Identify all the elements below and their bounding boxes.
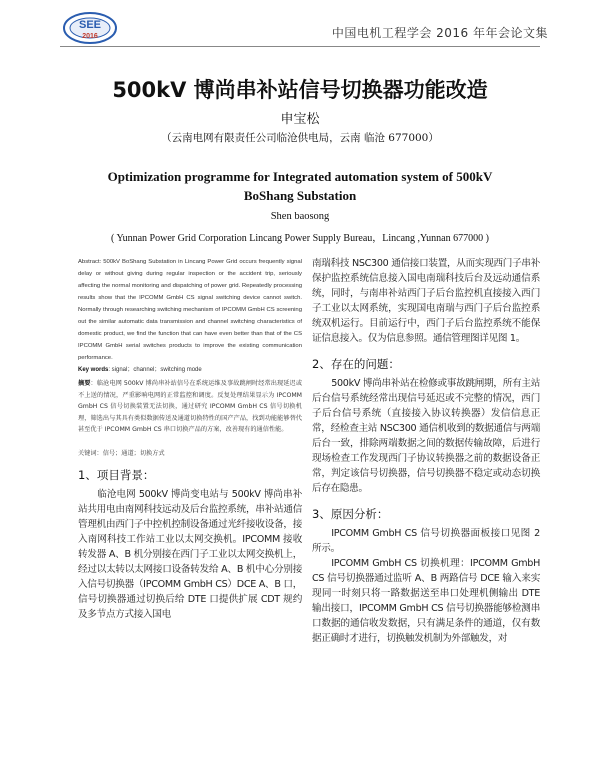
- section-1-text: 临沧电网 500kV 博尚变电站与 500kV 博尚串补站共用电由南网科技远动及后台监控系统，串补站通信管理机由西门子中控机控制设备通过光纤接收设备，接入南网科技工作站工业以太网交换机。IPCOMM 接收转发器 A、B 机分别接在西门子工业以太网交换机上，经过以太转以太网接口设备转发给 A、B 机中心分别接入信号切换器（IPCOMM GmbH CS）DCE A、B 口，信号切换器通过切换后给 DTE 口提供扩展 CDT 规约及多节点方式接入国电: [78, 488, 302, 620]
- section-1-heading: 1、项目背景：: [78, 467, 155, 482]
- abstract-cn-label: 摘要: [78, 380, 91, 387]
- keywords-cn: 关键词：信号；通道；切换方式: [78, 449, 165, 457]
- affiliation-en: ( Yunnan Power Grid Corporation Lincang Power Supply Bureau，Lincang ,Yunnan 677000 ): [111, 233, 489, 244]
- keywords-en-text: : signal；channel；switching mode: [108, 367, 202, 373]
- abstract-cn-text: ：临沧电网 500kV 博尚串补站信号在系统运维及事故跳闸时经常出现延迟或不上送的情况，严重影响电网的正常监控和调度。反复处理结果显示为 IPCOMM GmbH CS 信号切换装置无法切换，通过研究 IPCOMM GmbH CS 信号切换机理，筛选出与其具有类似数据传送及通道切换特性的国产产品，找到功能能够替代甚至优于 IPCOMM GmbH CS 串口切换产品的方案，改善现有的通信性能。: [78, 380, 303, 433]
- section-3-text-1: IPCOMM GmbH CS 信号切换器面板接口见图 2 所示。: [312, 528, 540, 554]
- journal-name: 中国电机工程学会 2016 年年会论文集: [331, 26, 548, 40]
- left-column: [78, 256, 302, 622]
- section-2-heading: 2、存在的问题：: [312, 357, 400, 371]
- conference-logo: [60, 10, 120, 46]
- paper-title-en: Optimization programme for Integrated automation system of 500kV BoShang Substation: [107, 169, 493, 203]
- abstract-en: Abstract: 500kV BoShang Substation in Lincang Power Grid occurs frequently signal delay or without giving during regular inspection or the accident trip, seriously affecting the normal monitoring and dispatching of power grid. Repeatedly processing results show that the IPCOMM GmbH CS signal switching device cannot switch. Normally through researching switching mechanism of IPCOMM GmbH CS screening out the similar automatic data transmission and channel switching characteristics of domestic product, we find the function that can have even better than that of the CS IPCOMM GmbH serial switches products to improve the existing communication performance.: [78, 259, 302, 361]
- header-divider: [60, 46, 540, 47]
- paper-title-cn: 500kV 博尚串补站信号切换器功能改造: [112, 78, 488, 102]
- section-1-continued: 南瑞科技 NSC300 通信接口装置，从而实现西门子串补保护监控系统信息接入国电南瑞科技后台及远动通信系统，同时，与南串补站西门子后台监控机直接接入西门子工业以太网系统，实现国电南瑞与西门子后台监控系统双机运行。目前运行中，西门子后台监控系统不能保证信息接入。仅为信息参照。通信管理图详见图 1。: [312, 258, 540, 344]
- logo-text: SEE: [78, 19, 102, 31]
- keywords-en: [78, 364, 302, 376]
- right-column: [312, 256, 540, 646]
- section-2-text: 500kV 博尚串补站在检修或事故跳闸期，所有主站后台信号系统经常出现信号延迟或不完整的情况，西门子后台信号系统（直接接入协议转换器）发信信息正常，经检查主站 NSC300 通信机收到的数据通信与两端后台一致，排除两端数据之间的数据传输故障，后进行现场检查工作发现西门子协议转换器之前的数据设备正常，判定该信号切换器，信号切换器不稳定或动态切换后存在隐患。: [312, 378, 540, 494]
- abstract-cn: [78, 378, 302, 436]
- logo-year: 2016: [82, 33, 98, 40]
- affiliation-cn: （云南电网有限责任公司临沧供电局，云南 临沧 677000）: [161, 132, 439, 144]
- keywords-en-label: Key words: [78, 367, 109, 373]
- author-en: Shen baosong: [270, 211, 330, 222]
- section-3-text-2: IPCOMM GmbH CS 切换机理：IPCOMM GmbH CS 信号切换器通过监听 A、B 两路信号 DCE 输入来实现同一时刻只将一路数据送至串口处理机侧输出 DTE 输出接口，IPCOMM GmbH CS 信号切换器能够检测串口数据的通信收发数据，只有满足条件的通道，仅有数据正确时才进行，切换触发机制为外部触发，对: [312, 558, 540, 644]
- author-cn: 申宝松: [280, 112, 320, 127]
- section-3-heading: 3、原因分析：: [312, 507, 389, 521]
